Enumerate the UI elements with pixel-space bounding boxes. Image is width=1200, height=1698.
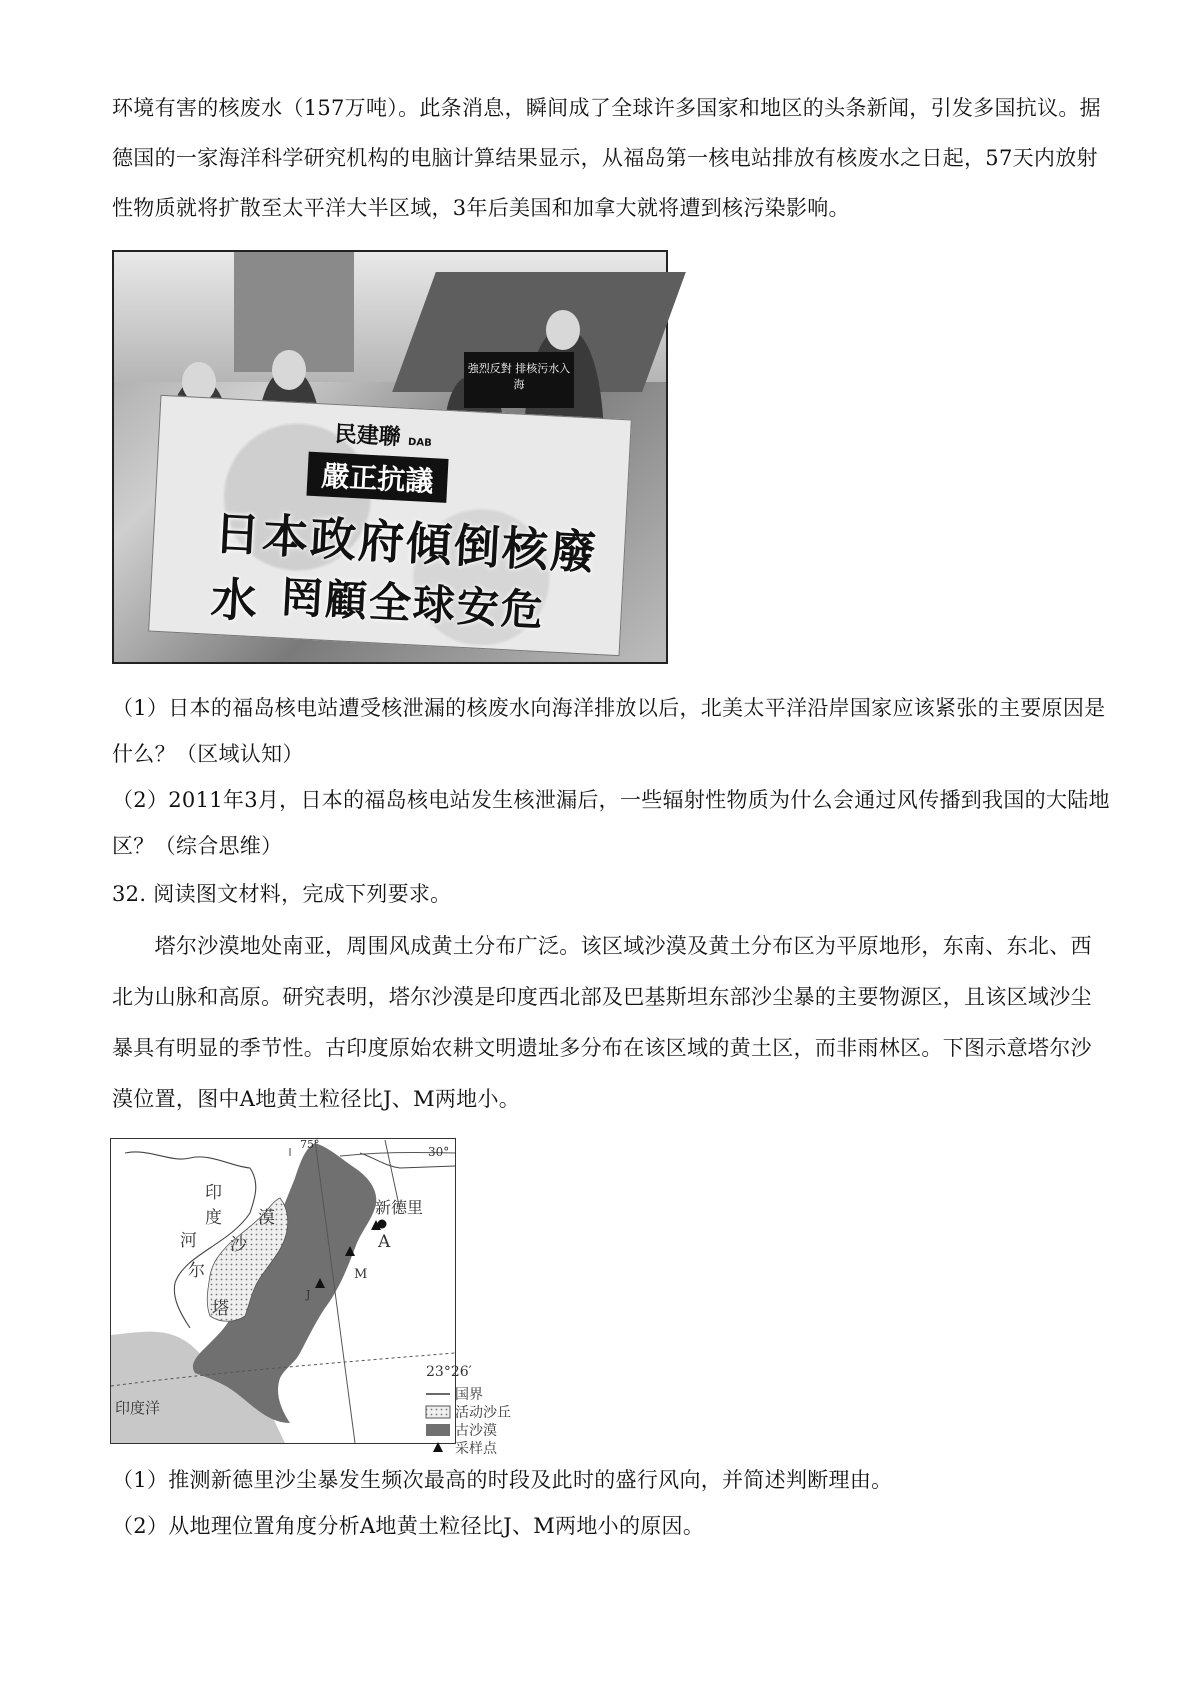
banner-logo-sub: DAB bbox=[407, 436, 432, 450]
q32-para-line-4: 漠位置，图中A地黄土粒径比J、M两地小。 bbox=[112, 1087, 521, 1111]
river-char-2: 度 bbox=[205, 1208, 222, 1228]
point-J-label: J bbox=[306, 1288, 311, 1301]
person-head bbox=[272, 350, 306, 390]
q32-title: 32. 阅读图文材料，完成下列要求。 bbox=[112, 882, 452, 906]
ocean-label: 印度洋 bbox=[115, 1399, 161, 1417]
longitude-label: 75° bbox=[300, 1138, 320, 1151]
desert-char-4: 塔 bbox=[212, 1299, 229, 1319]
intro-line-3: 性物质就将扩散至太平洋大半区域，3年后美国和加拿大就将遭到核污染影响。 bbox=[112, 196, 850, 220]
banner-line-1: 嚴正抗議 bbox=[306, 452, 448, 503]
q32-2: （2）从地理位置角度分析A地黄土粒径比J、M两地小的原因。 bbox=[112, 1514, 705, 1538]
legend-ancient-desert-label: 古沙漠 bbox=[455, 1423, 497, 1439]
q31-2-line-1: （2）2011年3月，日本的福岛核电站发生核泄漏后，一些辐射性物质为什么会通过风传播到我国的大陆地 bbox=[112, 788, 1110, 812]
banner-logo-text: 民建聯 bbox=[334, 421, 402, 451]
banner-logo bbox=[334, 417, 433, 453]
banner-line-3: 罔顧全球安危 bbox=[279, 572, 547, 636]
q32-para-line-2: 北为山脉和高原。研究表明，塔尔沙漠是印度西北部及巴基斯坦东部沙尘暴的主要物源区，且该区域沙尘 bbox=[112, 985, 1092, 1009]
person-head bbox=[546, 310, 580, 350]
protest-banner bbox=[148, 395, 632, 656]
river-char-1: 印 bbox=[205, 1183, 222, 1203]
river-char-3: 河 bbox=[180, 1231, 197, 1251]
q31-2-line-2: 区？（综合思维） bbox=[112, 834, 283, 858]
legend-sample-point-label: 采样点 bbox=[455, 1441, 497, 1457]
legend-ancient-desert-swatch bbox=[426, 1424, 450, 1436]
point-A-label: A bbox=[378, 1232, 391, 1252]
banner-line-2: 日本政府傾倒核廢水 bbox=[209, 505, 600, 629]
lat30-label: 30° bbox=[428, 1145, 450, 1159]
new-delhi-label: 新德里 bbox=[375, 1198, 424, 1217]
q32-1: （1）推测新德里沙尘暴发生频次最高的时段及此时的盛行风向，并简述判断理由。 bbox=[112, 1468, 893, 1492]
legend-active-dune-label: 活动沙丘 bbox=[455, 1405, 511, 1421]
protest-photo bbox=[112, 250, 668, 664]
intro-line-2: 德国的一家海洋科学研究机构的电脑计算结果显示，从福岛第一核电站排放有核废水之日起，57天内放射 bbox=[112, 146, 1098, 170]
sign-text: 強烈反對 排核污水入海 bbox=[467, 362, 571, 391]
tropic-label: 23°26′ bbox=[426, 1364, 472, 1380]
q31-1-line-2: 什么？（区域认知） bbox=[112, 742, 304, 766]
legend-active-dune-swatch bbox=[426, 1406, 450, 1418]
desert-char-1: 漠 bbox=[258, 1208, 275, 1228]
q31-1-line-1: （1）日本的福岛核电站遭受核泄漏的核废水向海洋排放以后，北美太平洋沿岸国家应该紧张的主要原因是 bbox=[112, 696, 1106, 720]
point-M-label: M bbox=[354, 1267, 368, 1282]
q32-para-line-1: 塔尔沙漠地处南亚，周围风成黄土分布广泛。该区域沙漠及黄土分布区为平原地形，东南、东北、西 bbox=[112, 934, 1092, 958]
q32-para-line-3: 暴具有明显的季节性。古印度原始农耕文明遗址多分布在该区域的黄土区，而非雨林区。下图示意塔尔沙 bbox=[112, 1036, 1092, 1060]
thar-desert-map bbox=[110, 1138, 511, 1468]
protest-sign bbox=[464, 352, 574, 408]
desert-char-3: 尔 bbox=[188, 1261, 205, 1281]
legend-border-label: 国界 bbox=[455, 1387, 483, 1403]
intro-line-1: 环境有害的核废水（157万吨）。此条消息，瞬间成了全球许多国家和地区的头条新闻，引发多国抗议。据 bbox=[112, 96, 1101, 120]
desert-char-2: 沙 bbox=[230, 1235, 247, 1255]
